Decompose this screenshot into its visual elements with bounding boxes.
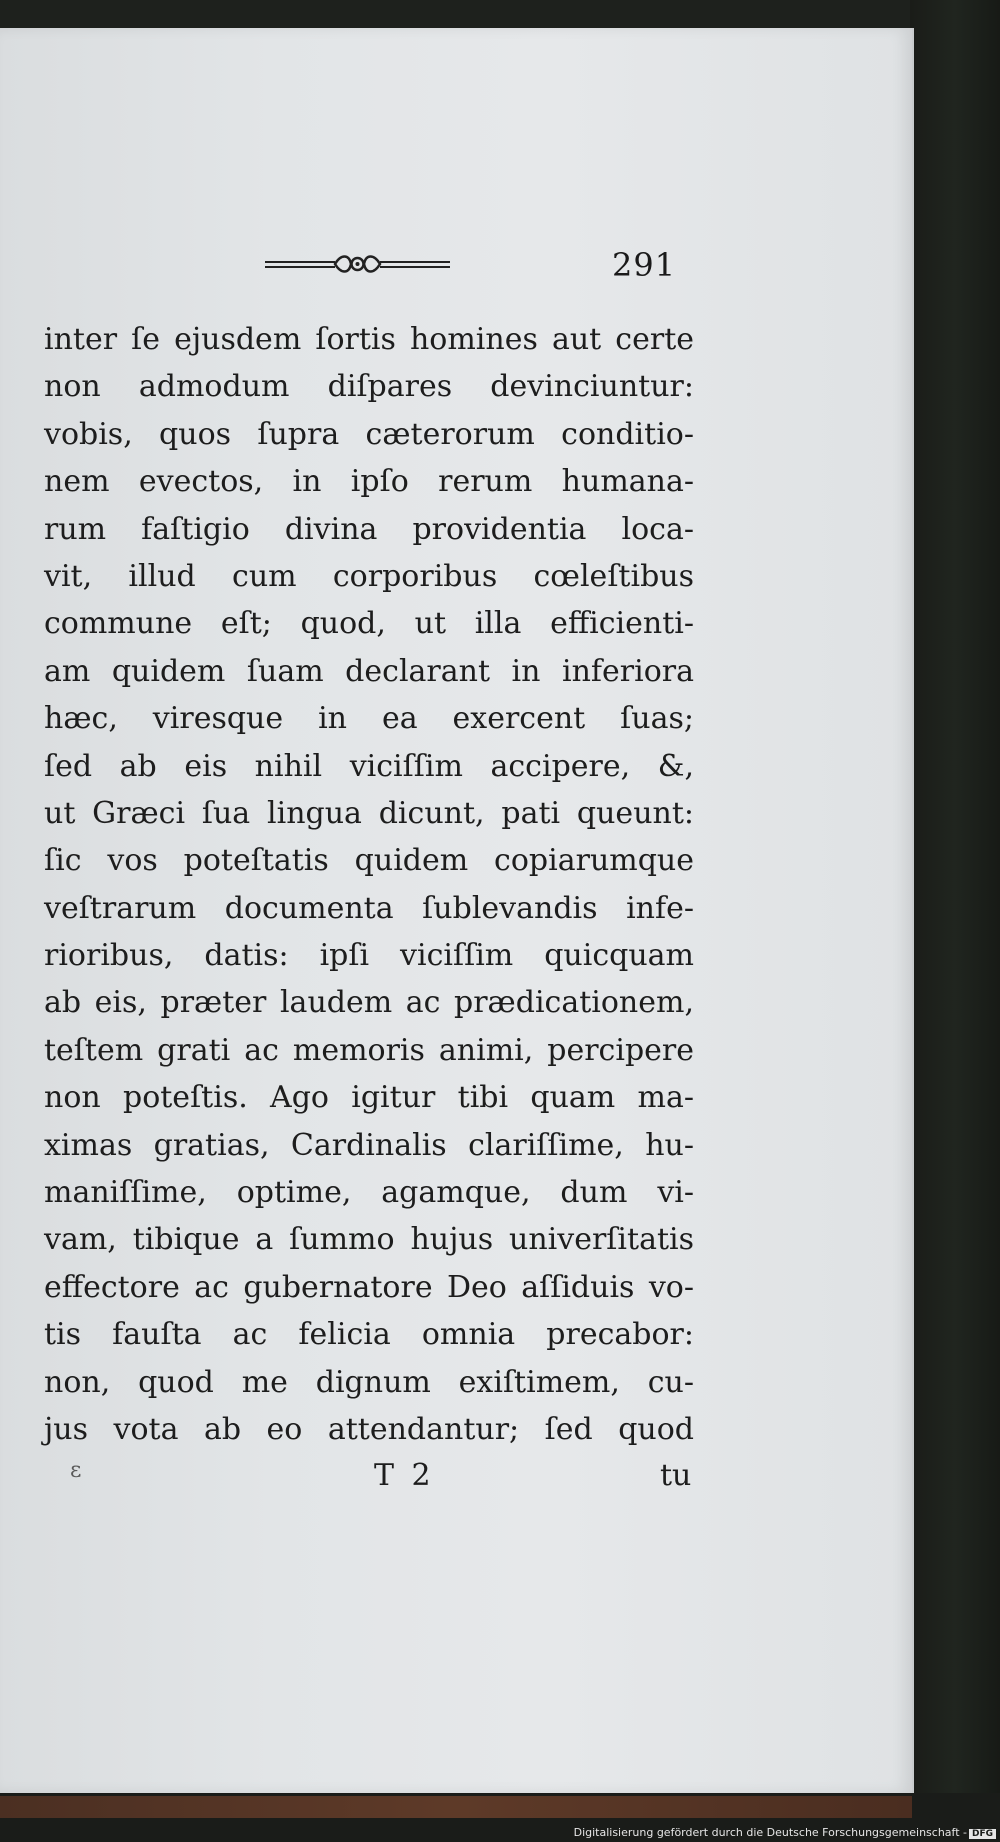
- top-edge: [0, 0, 1000, 28]
- ornament-icon: [265, 250, 450, 280]
- text-line: commune eſt; quod, ut illa efficienti-: [44, 606, 694, 642]
- attribution-text: Digitalisierung gefördert durch die Deutsche Forschungsgemeinschaft -: [573, 1826, 967, 1839]
- page-header: [0, 246, 912, 286]
- text-line: teſtem grati ac memoris animi, percipere: [44, 1032, 694, 1068]
- text-line: non poteſtis. Ago igitur tibi quam ma-: [44, 1080, 694, 1116]
- signature-mark: T 2: [374, 1458, 435, 1493]
- text-line: am quidem ſuam declarant in inferiora: [44, 653, 694, 689]
- text-line: non, quod me dignum exiſtimem, cu-: [44, 1364, 694, 1400]
- dfg-logo: DFG: [969, 1829, 996, 1839]
- text-line: maniſſime, optime, agamque, dum vi-: [44, 1175, 694, 1211]
- text-line: ut Græci ſua lingua dicunt, pati queunt:: [44, 795, 694, 831]
- book-cover-edge: [0, 1796, 912, 1818]
- text-line: non admodum diſpares devinciuntur:: [44, 369, 694, 405]
- text-line: vam, tibique a ſummo hujus univerſitatis: [44, 1222, 694, 1258]
- text-line: inter ſe ejusdem ſortis homines aut certe: [44, 322, 694, 357]
- text-line: ximas gratias, Cardinalis clariſſime, hu-: [44, 1127, 694, 1163]
- text-line: effectore ac gubernatore Deo aſſiduis vo-: [44, 1269, 694, 1305]
- binding-shadow: [910, 0, 1000, 1842]
- text-line: ſic vos poteſtatis quidem copiarumque: [44, 843, 694, 879]
- margin-mark: ɛ: [70, 1458, 82, 1483]
- catchword: tu: [660, 1458, 692, 1493]
- text-line: ſed ab eis nihil viciſſim accipere, &,: [44, 748, 694, 784]
- page-number: 291: [612, 246, 677, 284]
- text-line: hæc, viresque in ea exercent ſuas;: [44, 701, 694, 737]
- body-text: [44, 316, 694, 1453]
- text-line: vobis, quos ſupra cæterorum conditio-: [44, 416, 694, 452]
- text-line: vit, illud cum corporibus cœleſtibus: [44, 558, 694, 594]
- attribution-credit: [574, 1826, 996, 1839]
- text-line: tis fauſta ac felicia omnia precabor:: [44, 1317, 694, 1353]
- text-line: veſtrarum documenta ſublevandis infe-: [44, 890, 694, 926]
- page-footer: [0, 1458, 912, 1498]
- text-line: nem evectos, in ipſo rerum humana-: [44, 464, 694, 500]
- text-line: rum faſtigio divina providentia loca-: [44, 511, 694, 547]
- book-page: [0, 28, 914, 1793]
- text-line: rioribus, datis: ipſi viciſſim quicquam: [44, 938, 694, 974]
- text-line: jus vota ab eo attendantur; ſed quod: [44, 1411, 694, 1447]
- text-line: ab eis, præter laudem ac prædicationem,: [44, 985, 694, 1021]
